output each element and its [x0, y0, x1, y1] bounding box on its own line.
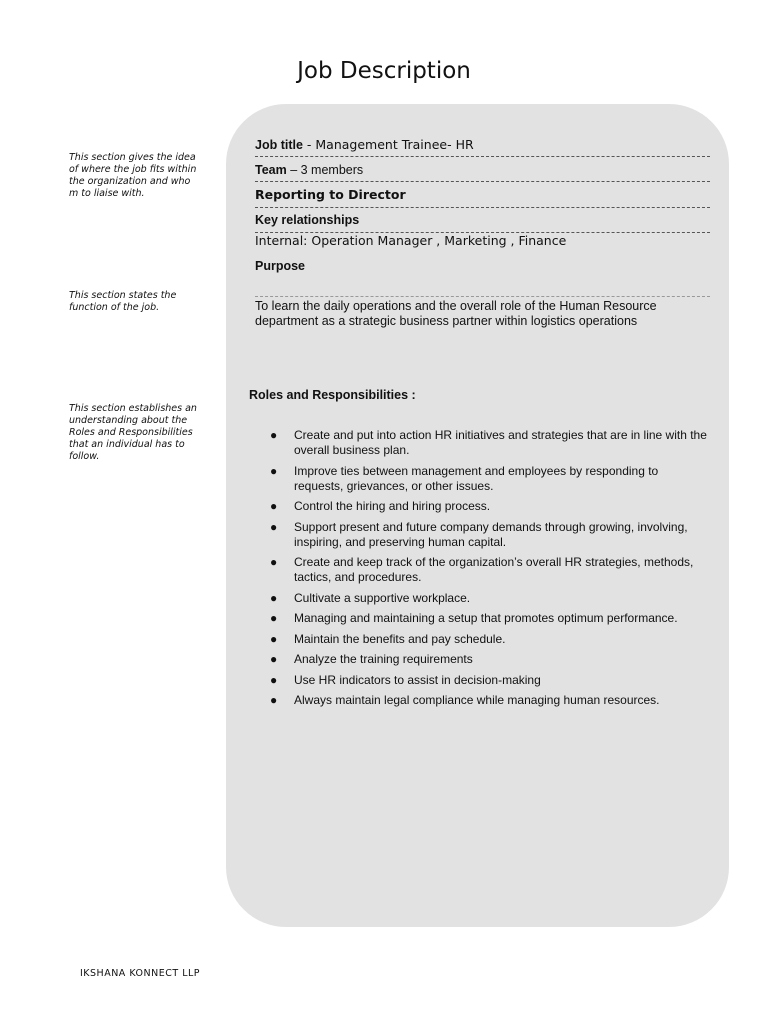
page-title-text: Job Description [297, 58, 471, 84]
roles-list [270, 428, 710, 714]
list-item [270, 652, 710, 667]
bullet-icon: ● [270, 611, 278, 625]
job-title-row [255, 137, 710, 157]
purpose-text: To learn the daily operations and the overall role of the Human Resource department as a strategic business partner within logistics operations [255, 299, 657, 328]
list-item [270, 591, 710, 606]
purpose-divider [255, 296, 710, 297]
list-item [270, 632, 710, 647]
page-title [0, 58, 768, 84]
bullet-icon: ● [270, 463, 278, 478]
list-item [270, 520, 710, 550]
list-item-text: Cultivate a supportive workplace. [294, 590, 471, 605]
reporting-text: Reporting to Director [255, 187, 406, 202]
list-item [270, 499, 710, 514]
bullet-icon: ● [270, 652, 278, 666]
internal-row [255, 233, 710, 251]
list-item-text: Analyze the training requirements [294, 652, 473, 666]
roles-heading: Roles and Responsibilities : [249, 388, 416, 402]
bullet-icon: ● [270, 499, 278, 513]
list-item-text: Control the hiring and hiring process. [294, 499, 491, 513]
internal-text: Internal: Operation Manager , Marketing , Finance [255, 233, 567, 248]
list-item-text: Create and put into action HR initiatives and strategies that are in line with the overall business plan. [294, 428, 707, 457]
side-note-purpose: This section states the function of the job. [69, 290, 177, 313]
key-relationships-row [255, 212, 710, 233]
job-title-value: Management Trainee- HR [315, 137, 474, 152]
bullet-icon: ● [270, 428, 278, 442]
team-value: – 3 members [286, 163, 364, 177]
footer-company: IKSHANA KONNECT LLP [80, 968, 201, 979]
list-item [270, 693, 710, 708]
list-item-text: Improve ties between management and employees by responding to requests, grievances, or other issues. [294, 463, 659, 493]
list-item-text: Managing and maintaining a setup that promotes optimum performance. [294, 611, 678, 625]
purpose-row [255, 258, 710, 276]
list-item [270, 428, 710, 458]
list-item [270, 555, 710, 585]
bullet-icon: ● [270, 631, 278, 646]
bullet-icon: ● [270, 519, 278, 534]
purpose-label: Purpose [255, 259, 306, 273]
side-note-relationships: This section gives the idea of where the job fits within the organization and who m to liaise with. [69, 152, 197, 199]
list-item-text: Create and keep track of the organization’s overall HR strategies, methods, tactics, and procedures. [294, 555, 694, 584]
team-row [255, 162, 710, 182]
list-item-text: Use HR indicators to assist in decision-making [294, 672, 541, 687]
list-item [270, 673, 710, 688]
side-note-roles: This section establishes an understanding about the Roles and Responsibilities that an individual has to follow. [69, 403, 197, 462]
list-item-text: Support present and future company demands through growing, involving, inspiring, and preserving human capital. [294, 519, 688, 549]
list-item-text: Maintain the benefits and pay schedule. [294, 631, 506, 646]
job-title-separator: - [302, 137, 316, 152]
bullet-icon: ● [270, 693, 278, 707]
list-item-text: Always maintain legal compliance while managing human resources. [294, 693, 660, 707]
team-label: Team [255, 163, 287, 177]
bullet-icon: ● [270, 555, 278, 569]
key-relationships-label: Key relationships [255, 213, 360, 227]
job-title-label: Job title [255, 138, 303, 152]
list-item [270, 611, 710, 626]
reporting-row [255, 187, 710, 208]
bullet-icon: ● [270, 672, 278, 687]
list-item [270, 464, 710, 494]
bullet-icon: ● [270, 590, 278, 605]
